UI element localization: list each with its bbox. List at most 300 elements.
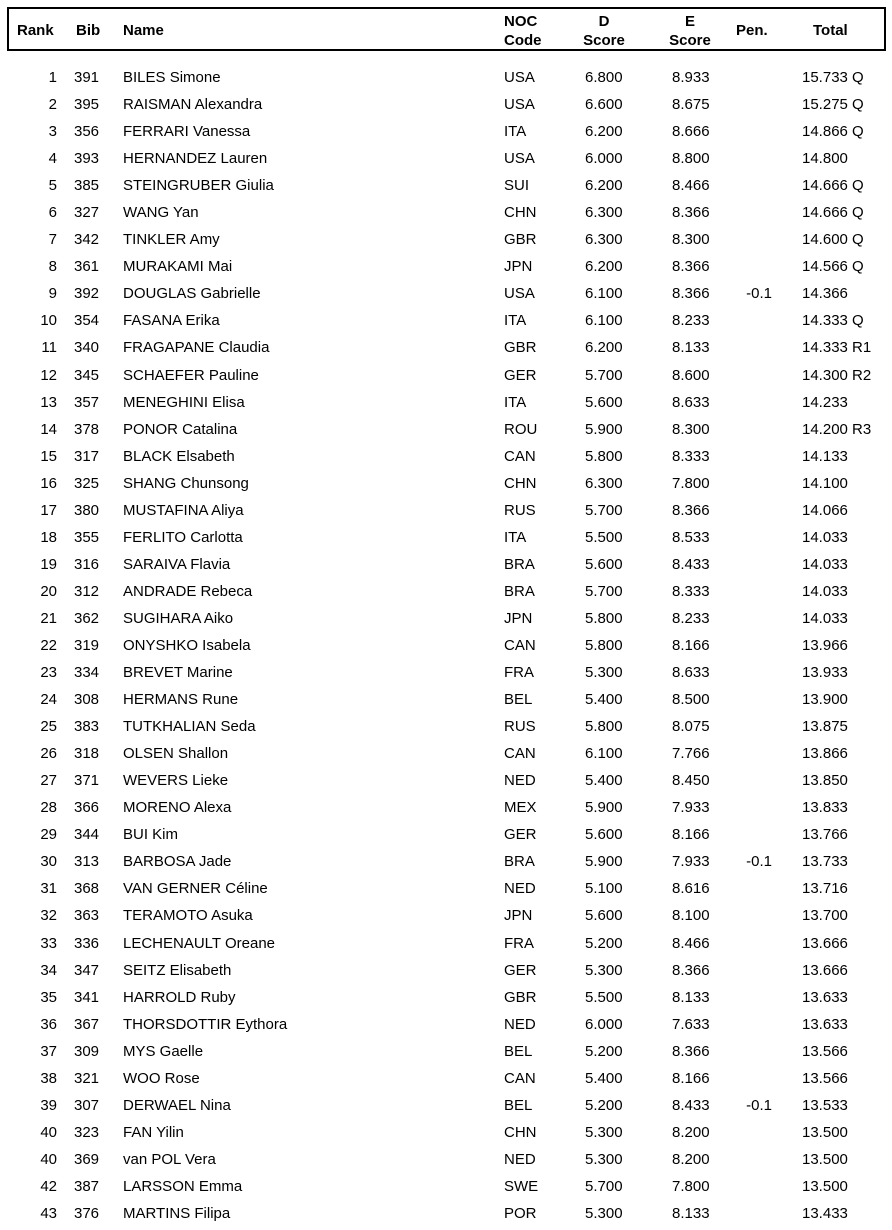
noc-code: ITA — [504, 312, 527, 330]
athlete-name: RAISMAN Alexandra — [123, 96, 263, 114]
table-row — [0, 1200, 892, 1227]
noc-code: CHN — [504, 474, 537, 492]
penalty: -0.1 — [746, 285, 772, 303]
e-score: 8.233 — [672, 609, 710, 627]
noc-code: USA — [504, 96, 535, 114]
athlete-name: FASANA Erika — [123, 312, 220, 330]
d-score: 5.200 — [585, 934, 623, 952]
rank-cell: 2 — [48, 96, 57, 114]
e-score: 8.633 — [672, 393, 710, 411]
table-row — [0, 551, 892, 578]
d-score: 5.500 — [585, 528, 623, 546]
rank-cell: 37 — [40, 1042, 57, 1060]
bib-cell: 354 — [74, 312, 100, 330]
noc-code: GBR — [504, 231, 537, 249]
header-total: Total — [813, 22, 848, 39]
athlete-name: LECHENAULT Oreane — [123, 934, 276, 952]
total-score: 14.033 — [802, 582, 848, 600]
table-row — [0, 984, 892, 1011]
d-score: 6.000 — [585, 1015, 623, 1033]
athlete-name: MURAKAMI Mai — [123, 258, 233, 276]
table-row — [0, 1092, 892, 1119]
table-row — [0, 280, 892, 307]
d-score: 6.100 — [585, 745, 623, 763]
table-row — [0, 1146, 892, 1173]
table-row — [0, 930, 892, 957]
e-score: 8.333 — [672, 447, 710, 465]
athlete-name: WOO Rose — [123, 1069, 200, 1087]
noc-code: USA — [504, 69, 535, 86]
table-row — [0, 362, 892, 389]
rank-cell: 20 — [40, 582, 57, 600]
table-row — [0, 686, 892, 713]
header-bib: Bib — [76, 22, 101, 39]
athlete-name: LARSSON Emma — [123, 1177, 243, 1195]
rank-cell: 6 — [48, 204, 57, 222]
e-score: 7.633 — [672, 1015, 710, 1033]
noc-code: GER — [504, 961, 537, 979]
athlete-name: FERRARI Vanessa — [123, 123, 251, 141]
bib-cell: 323 — [74, 1123, 100, 1141]
d-score: 6.100 — [585, 312, 623, 330]
noc-code: BRA — [504, 853, 535, 871]
bib-cell: 313 — [74, 853, 100, 871]
total-score: 14.600 Q — [802, 231, 864, 249]
rank-cell: 9 — [48, 285, 57, 303]
bib-cell: 327 — [74, 204, 100, 222]
total-score: 13.966 — [802, 636, 848, 654]
d-score: 6.300 — [585, 204, 623, 222]
bib-cell: 367 — [74, 1015, 100, 1033]
noc-code: NED — [504, 1150, 536, 1168]
e-score: 8.166 — [672, 1069, 710, 1087]
bib-cell: 395 — [74, 96, 100, 114]
table-row — [0, 416, 892, 443]
total-score: 13.833 — [802, 799, 848, 817]
e-score: 8.200 — [672, 1123, 710, 1141]
athlete-name: TERAMOTO Asuka — [123, 907, 253, 925]
bib-cell: 325 — [74, 474, 100, 492]
d-score: 6.200 — [585, 177, 623, 195]
noc-code: FRA — [504, 664, 534, 682]
e-score: 7.766 — [672, 745, 710, 763]
athlete-name: SEITZ Elisabeth — [123, 961, 232, 979]
total-score: 15.275 Q — [802, 96, 864, 114]
bib-cell: 316 — [74, 555, 100, 573]
rank-cell: 43 — [40, 1204, 57, 1222]
total-score: 13.433 — [802, 1204, 848, 1222]
d-score: 5.900 — [585, 420, 623, 438]
table-row — [0, 1011, 892, 1038]
athlete-name: THORSDOTTIR Eythora — [123, 1015, 288, 1033]
header-d-score — [577, 12, 631, 50]
d-score: 5.300 — [585, 1123, 623, 1141]
table-row — [0, 713, 892, 740]
table-row — [0, 632, 892, 659]
e-score: 8.166 — [672, 826, 710, 844]
table-row — [0, 1038, 892, 1065]
noc-code: JPN — [504, 258, 533, 276]
noc-code: RUS — [504, 501, 536, 519]
total-score: 13.850 — [802, 772, 848, 790]
d-score: 5.400 — [585, 691, 623, 709]
d-score: 5.500 — [585, 988, 623, 1006]
rank-cell: 13 — [40, 393, 57, 411]
rank-cell: 8 — [48, 258, 57, 276]
rank-cell: 7 — [48, 231, 57, 249]
table-row — [0, 172, 892, 199]
table-row — [0, 389, 892, 416]
rank-cell: 27 — [40, 772, 57, 790]
athlete-name: DOUGLAS Gabrielle — [123, 285, 261, 303]
d-score: 5.700 — [585, 582, 623, 600]
bib-cell: 319 — [74, 636, 100, 654]
athlete-name: BLACK Elsabeth — [123, 447, 235, 465]
penalty: -0.1 — [746, 1096, 772, 1114]
table-row — [0, 957, 892, 984]
athlete-name: MORENO Alexa — [123, 799, 232, 817]
rank-cell: 16 — [40, 474, 57, 492]
rank-cell: 31 — [40, 880, 57, 898]
total-score: 14.300 R2 — [802, 366, 872, 384]
rank-cell: 36 — [40, 1015, 57, 1033]
table-row — [0, 199, 892, 226]
noc-code: FRA — [504, 934, 534, 952]
bib-cell: 321 — [74, 1069, 100, 1087]
d-score: 5.800 — [585, 609, 623, 627]
total-score: 15.733 Q — [802, 69, 864, 86]
d-score: 5.700 — [585, 366, 623, 384]
total-score: 13.500 — [802, 1150, 848, 1168]
e-score: 8.466 — [672, 177, 710, 195]
header-d-line1: D — [598, 13, 610, 30]
d-score: 5.600 — [585, 555, 623, 573]
noc-code: NED — [504, 772, 536, 790]
e-score: 8.533 — [672, 528, 710, 546]
e-score: 8.233 — [672, 312, 710, 330]
total-score: 13.733 — [802, 853, 848, 871]
rank-cell: 15 — [40, 447, 57, 465]
header-d-line2: Score — [583, 32, 625, 49]
d-score: 5.200 — [585, 1042, 623, 1060]
athlete-name: ANDRADE Rebeca — [123, 582, 253, 600]
total-score: 13.500 — [802, 1123, 848, 1141]
total-score: 13.666 — [802, 934, 848, 952]
bib-cell: 317 — [74, 447, 100, 465]
e-score: 8.433 — [672, 1096, 710, 1114]
rank-cell: 40 — [40, 1123, 57, 1141]
noc-code: BEL — [504, 1042, 533, 1060]
d-score: 5.100 — [585, 880, 623, 898]
e-score: 8.166 — [672, 636, 710, 654]
rank-cell: 21 — [40, 609, 57, 627]
d-score: 6.600 — [585, 96, 623, 114]
e-score: 7.800 — [672, 474, 710, 492]
header-noc-line2: Code — [504, 32, 542, 49]
table-row — [0, 821, 892, 848]
rank-cell: 26 — [40, 745, 57, 763]
e-score: 7.800 — [672, 1177, 710, 1195]
noc-code: CHN — [504, 1123, 537, 1141]
table-row — [0, 91, 892, 118]
total-score: 13.716 — [802, 880, 848, 898]
noc-code: MEX — [504, 799, 537, 817]
total-score: 14.333 R1 — [802, 339, 872, 357]
bib-cell: 357 — [74, 393, 100, 411]
table-row — [0, 740, 892, 767]
d-score: 5.200 — [585, 1096, 623, 1114]
athlete-name: VAN GERNER Céline — [123, 880, 268, 898]
bib-cell: 368 — [74, 880, 100, 898]
table-row — [0, 902, 892, 929]
rank-cell: 14 — [40, 420, 57, 438]
athlete-name: DERWAEL Nina — [123, 1096, 231, 1114]
bib-cell: 371 — [74, 772, 100, 790]
athlete-name: WEVERS Lieke — [123, 772, 229, 790]
table-row — [0, 497, 892, 524]
total-score: 14.200 R3 — [802, 420, 872, 438]
e-score: 8.675 — [672, 96, 710, 114]
total-score: 13.566 — [802, 1069, 848, 1087]
bib-cell: 366 — [74, 799, 100, 817]
athlete-name: HERNANDEZ Lauren — [123, 150, 268, 168]
results-table-header — [7, 7, 886, 51]
e-score: 8.450 — [672, 772, 710, 790]
total-score: 14.666 Q — [802, 204, 864, 222]
athlete-name: FERLITO Carlotta — [123, 528, 243, 546]
noc-code: CAN — [504, 447, 536, 465]
d-score: 5.800 — [585, 636, 623, 654]
e-score: 8.333 — [672, 582, 710, 600]
d-score: 6.200 — [585, 123, 623, 141]
rank-cell: 4 — [48, 150, 57, 168]
athlete-name: SARAIVA Flavia — [123, 555, 231, 573]
athlete-name: STEINGRUBER Giulia — [123, 177, 274, 195]
rank-cell: 40 — [40, 1150, 57, 1168]
rank-cell: 42 — [40, 1177, 57, 1195]
total-score: 13.533 — [802, 1096, 848, 1114]
rank-cell: 39 — [40, 1096, 57, 1114]
d-score: 5.600 — [585, 826, 623, 844]
bib-cell: 312 — [74, 582, 100, 600]
rank-cell: 38 — [40, 1069, 57, 1087]
bib-cell: 308 — [74, 691, 100, 709]
athlete-name: FRAGAPANE Claudia — [123, 339, 270, 357]
athlete-name: MARTINS Filipa — [123, 1204, 231, 1222]
table-row — [0, 226, 892, 253]
e-score: 7.933 — [672, 853, 710, 871]
d-score: 5.700 — [585, 501, 623, 519]
athlete-name: MYS Gaelle — [123, 1042, 204, 1060]
d-score: 5.600 — [585, 393, 623, 411]
noc-code: ITA — [504, 123, 527, 141]
e-score: 7.933 — [672, 799, 710, 817]
d-score: 5.800 — [585, 447, 623, 465]
noc-code: ROU — [504, 420, 538, 438]
bib-cell: 387 — [74, 1177, 100, 1195]
bib-cell: 309 — [74, 1042, 100, 1060]
rank-cell: 25 — [40, 718, 57, 736]
table-row — [0, 659, 892, 686]
rank-cell: 3 — [48, 123, 57, 141]
athlete-name: FAN Yilin — [123, 1123, 184, 1141]
e-score: 8.133 — [672, 1204, 710, 1222]
bib-cell: 393 — [74, 150, 100, 168]
table-row — [0, 307, 892, 334]
noc-code: ITA — [504, 528, 527, 546]
rank-cell: 17 — [40, 501, 57, 519]
d-score: 5.300 — [585, 1204, 623, 1222]
bib-cell: 341 — [74, 988, 100, 1006]
athlete-name: SCHAEFER Pauline — [123, 366, 259, 384]
e-score: 8.133 — [672, 988, 710, 1006]
e-score: 8.616 — [672, 880, 710, 898]
total-score: 14.566 Q — [802, 258, 864, 276]
total-score: 14.100 — [802, 474, 848, 492]
bib-cell: 318 — [74, 745, 100, 763]
noc-code: USA — [504, 150, 535, 168]
total-score: 13.933 — [802, 664, 848, 682]
athlete-name: TINKLER Amy — [123, 231, 220, 249]
table-row — [0, 605, 892, 632]
table-row — [0, 875, 892, 902]
total-score: 13.500 — [802, 1177, 848, 1195]
athlete-name: TUTKHALIAN Seda — [123, 718, 256, 736]
header-e-line2: Score — [669, 32, 711, 49]
total-score: 14.033 — [802, 528, 848, 546]
rank-cell: 29 — [40, 826, 57, 844]
bib-cell: 361 — [74, 258, 100, 276]
rank-cell: 18 — [40, 528, 57, 546]
total-score: 14.033 — [802, 555, 848, 573]
noc-code: CAN — [504, 745, 536, 763]
noc-code: GBR — [504, 988, 537, 1006]
d-score: 6.300 — [585, 231, 623, 249]
noc-code: SWE — [504, 1177, 539, 1195]
bib-cell: 378 — [74, 420, 100, 438]
d-score: 5.600 — [585, 907, 623, 925]
noc-code: BEL — [504, 1096, 533, 1114]
noc-code: CAN — [504, 636, 536, 654]
noc-code: NED — [504, 880, 536, 898]
rank-cell: 10 — [40, 312, 57, 330]
e-score: 8.466 — [672, 934, 710, 952]
e-score: 8.100 — [672, 907, 710, 925]
e-score: 8.500 — [672, 691, 710, 709]
e-score: 8.366 — [672, 204, 710, 222]
e-score: 8.366 — [672, 285, 710, 303]
noc-code: NED — [504, 1015, 536, 1033]
table-row — [0, 470, 892, 497]
athlete-name: WANG Yan — [123, 204, 199, 222]
total-score: 13.666 — [802, 961, 848, 979]
table-row — [0, 1065, 892, 1092]
noc-code: BRA — [504, 555, 535, 573]
penalty: -0.1 — [746, 853, 772, 871]
e-score: 8.600 — [672, 366, 710, 384]
d-score: 6.200 — [585, 339, 623, 357]
total-score: 14.133 — [802, 447, 848, 465]
rank-cell: 11 — [41, 339, 57, 357]
bib-cell: 369 — [74, 1150, 100, 1168]
d-score: 5.300 — [585, 664, 623, 682]
table-row — [0, 334, 892, 361]
rank-cell: 33 — [40, 934, 57, 952]
bib-cell: 307 — [74, 1096, 100, 1114]
e-score: 8.433 — [672, 555, 710, 573]
noc-code: GBR — [504, 339, 537, 357]
noc-code: BRA — [504, 582, 535, 600]
noc-code: USA — [504, 285, 535, 303]
athlete-name: BARBOSA Jade — [123, 853, 232, 871]
bib-cell: 344 — [74, 826, 100, 844]
total-score: 14.800 — [802, 150, 848, 168]
d-score: 5.900 — [585, 799, 623, 817]
header-rank: Rank — [17, 22, 54, 39]
noc-code: RUS — [504, 718, 536, 736]
athlete-name: OLSEN Shallon — [123, 745, 229, 763]
total-score: 13.900 — [802, 691, 848, 709]
table-row — [0, 1119, 892, 1146]
header-noc-line1: NOC — [504, 13, 538, 30]
header-e-line1: E — [684, 13, 695, 30]
rank-cell: 23 — [40, 664, 57, 682]
e-score: 8.933 — [672, 69, 710, 86]
noc-code: BEL — [504, 691, 533, 709]
d-score: 5.400 — [585, 772, 623, 790]
rank-cell: 1 — [48, 69, 57, 86]
athlete-name: SUGIHARA Aiko — [123, 609, 234, 627]
athlete-name: SHANG Chunsong — [123, 474, 249, 492]
rank-cell: 28 — [40, 799, 57, 817]
bib-cell: 345 — [74, 366, 100, 384]
d-score: 6.100 — [585, 285, 623, 303]
noc-code: JPN — [504, 907, 533, 925]
table-row — [0, 118, 892, 145]
e-score: 8.366 — [672, 258, 710, 276]
total-score: 14.866 Q — [802, 123, 864, 141]
d-score: 5.900 — [585, 853, 623, 871]
e-score: 8.366 — [672, 501, 710, 519]
d-score: 6.200 — [585, 258, 623, 276]
noc-code: JPN — [504, 609, 533, 627]
total-score: 14.033 — [802, 609, 848, 627]
e-score: 8.800 — [672, 150, 710, 168]
total-score: 14.333 Q — [802, 312, 864, 330]
athlete-name: BUI Kim — [123, 826, 179, 844]
header-noc-code — [504, 12, 542, 50]
rank-cell: 12 — [40, 366, 57, 384]
rank-cell: 24 — [40, 691, 57, 709]
e-score: 8.133 — [672, 339, 710, 357]
table-row — [0, 443, 892, 470]
table-row — [0, 524, 892, 551]
table-row — [0, 767, 892, 794]
header-e-score — [663, 12, 717, 50]
noc-code: SUI — [504, 177, 530, 195]
bib-cell: 392 — [74, 285, 100, 303]
athlete-name: PONOR Catalina — [123, 420, 238, 438]
rank-cell: 34 — [40, 961, 57, 979]
noc-code: GER — [504, 826, 537, 844]
bib-cell: 340 — [74, 339, 100, 357]
bib-cell: 342 — [74, 231, 100, 249]
total-score: 14.666 Q — [802, 177, 864, 195]
e-score: 8.366 — [672, 961, 710, 979]
rank-cell: 35 — [40, 988, 57, 1006]
bib-cell: 334 — [74, 664, 100, 682]
bib-cell: 391 — [74, 69, 100, 86]
